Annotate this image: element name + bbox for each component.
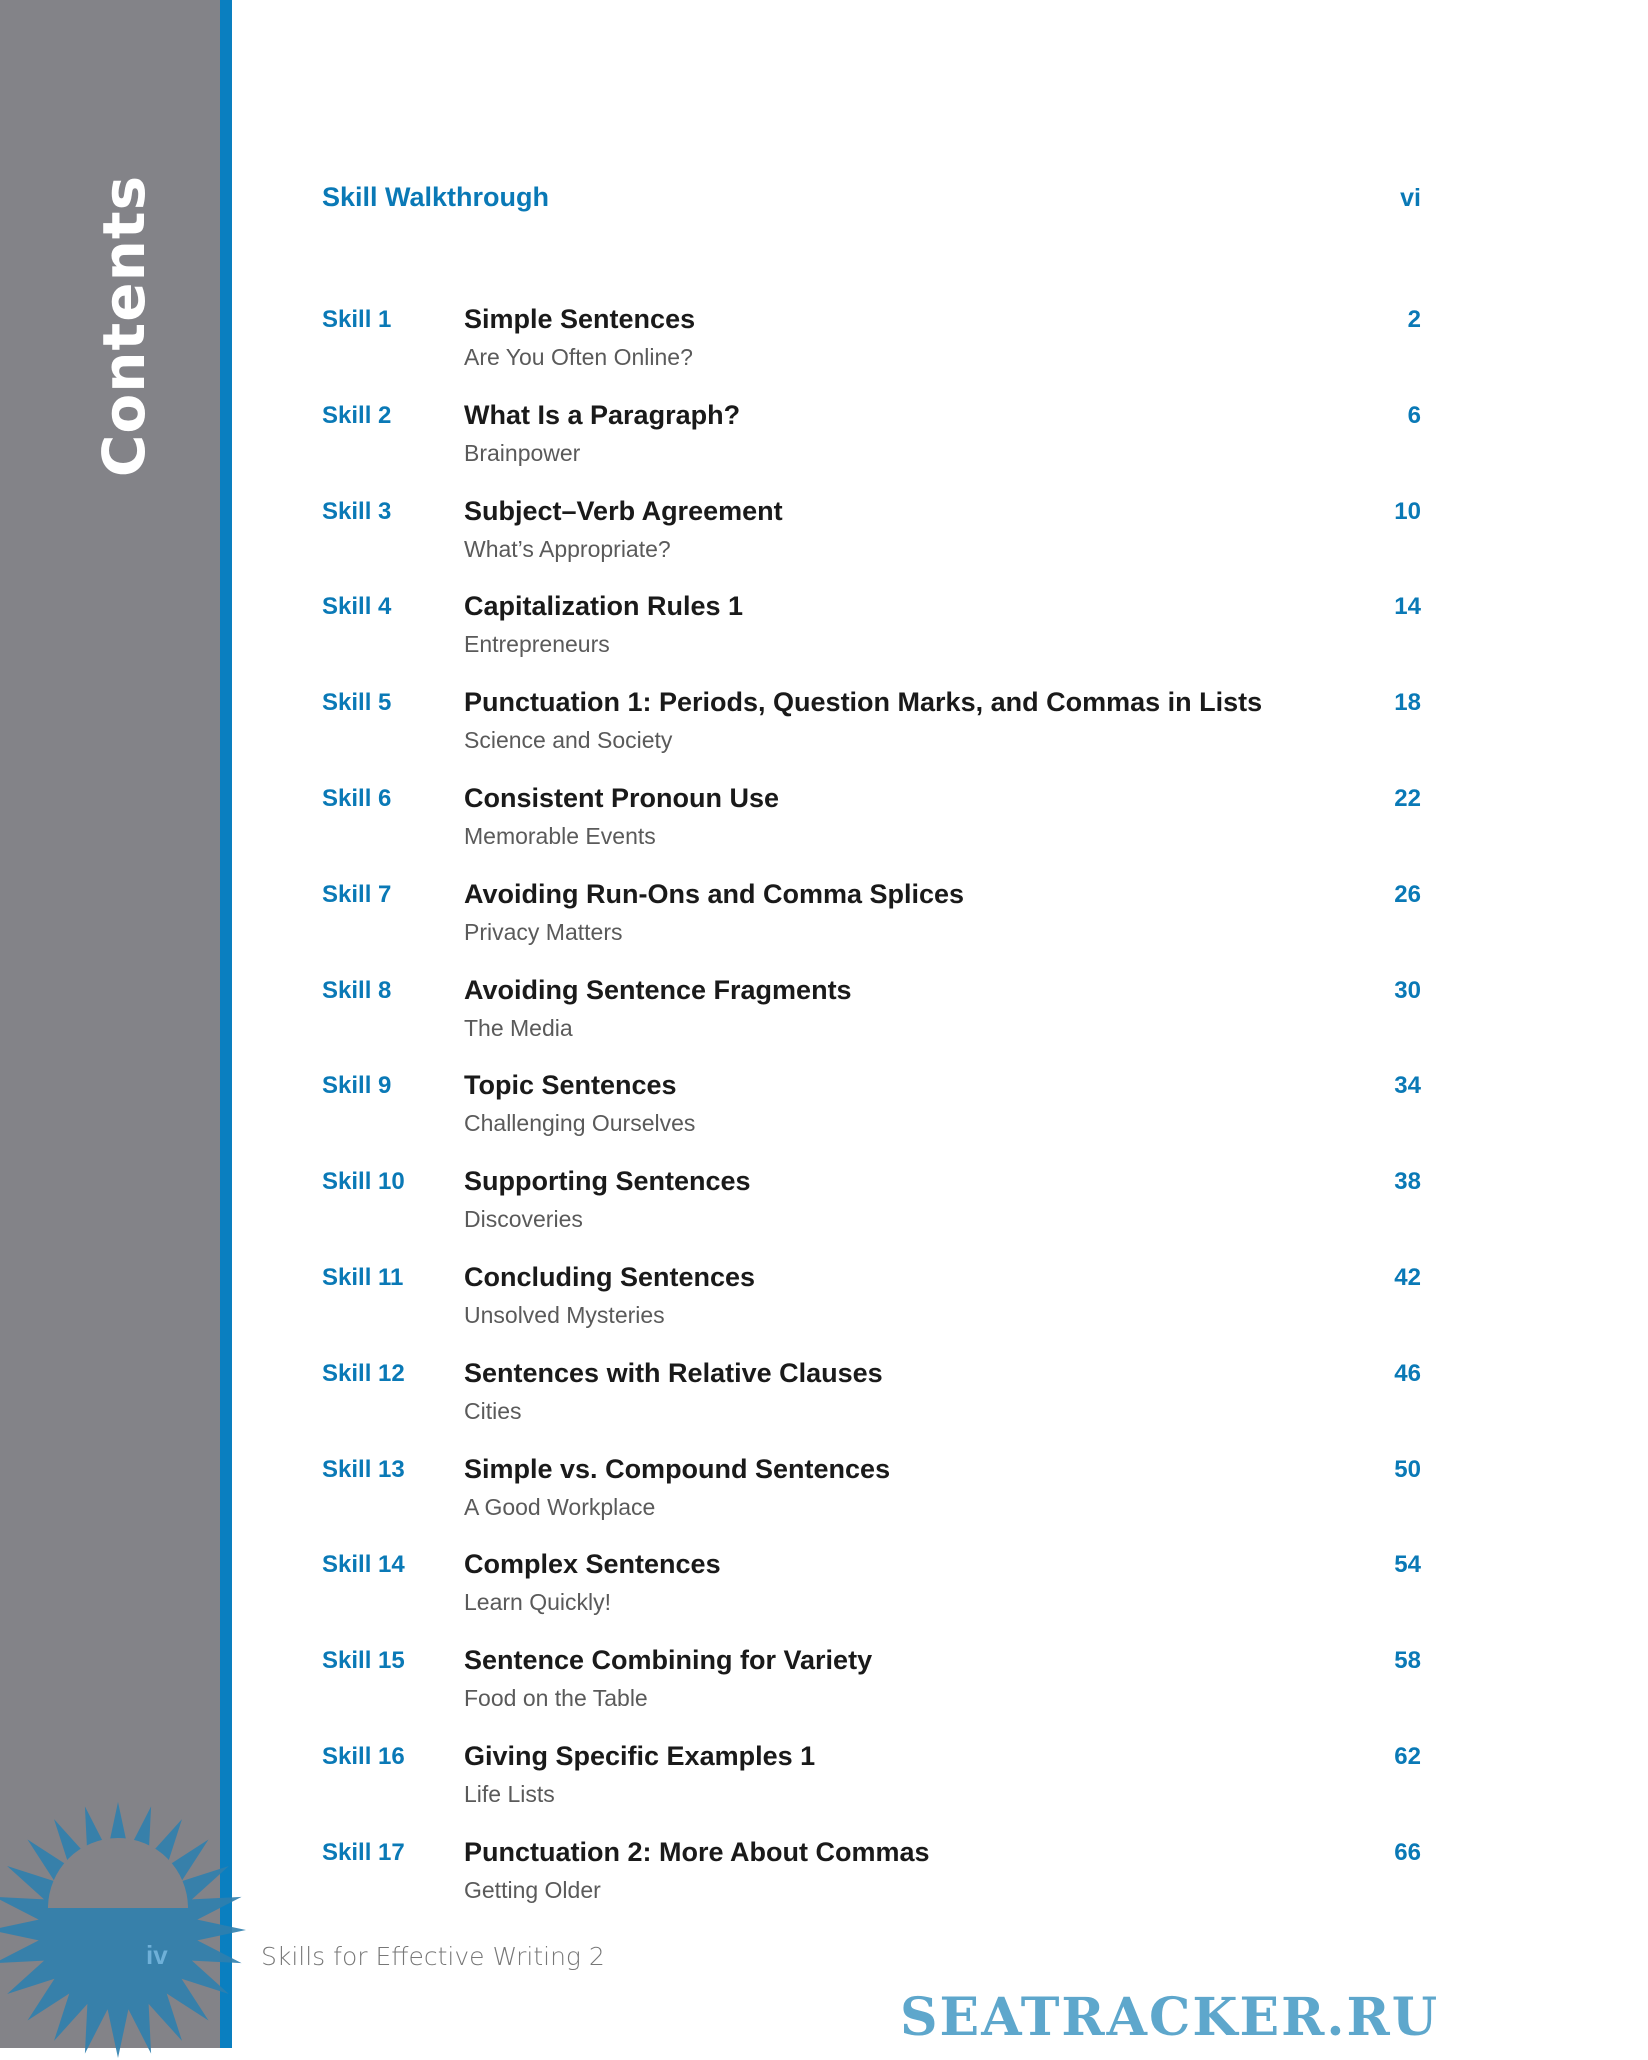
skill-subtitle: Challenging Ourselves: [464, 1110, 696, 1137]
skill-title[interactable]: Complex Sentences: [464, 1549, 721, 1580]
skill-title[interactable]: Simple Sentences: [464, 304, 696, 334]
skill-subtitle: Discoveries: [464, 1206, 583, 1233]
toc-row[interactable]: [0, 1072, 1648, 1162]
skill-label: Skill 5: [322, 689, 392, 717]
skill-page: 2: [1407, 306, 1421, 333]
footer-page-number: iv: [146, 1940, 168, 1970]
skill-page: 38: [1394, 1168, 1421, 1196]
skill-label: Skill 11: [322, 1264, 404, 1291]
skill-label: Skill 9: [322, 1072, 392, 1100]
skill-title[interactable]: Capitalization Rules 1: [464, 591, 744, 622]
skill-page: 18: [1394, 689, 1421, 717]
toc-row[interactable]: [0, 306, 1648, 396]
skill-page: 62: [1394, 1743, 1421, 1770]
skill-title[interactable]: Punctuation 1: Periods, Question Marks, and Commas in Lists: [464, 687, 1263, 718]
skill-title[interactable]: Avoiding Run-Ons and Comma Splices: [464, 878, 965, 909]
skill-title[interactable]: Simple vs. Compound Sentences: [464, 1453, 891, 1484]
toc-row[interactable]: [0, 495, 1648, 588]
skill-title[interactable]: Punctuation 2: More About Commas: [464, 1836, 930, 1867]
toc-row[interactable]: [0, 399, 1648, 492]
skill-subtitle: What’s Appropriate?: [464, 535, 671, 562]
skill-page: 14: [1394, 593, 1421, 621]
skill-label: Skill 12: [322, 1359, 405, 1387]
skill-subtitle: The Media: [464, 1014, 573, 1041]
walkthrough-page: vi: [1400, 184, 1421, 212]
toc-row[interactable]: [0, 1168, 1648, 1258]
skill-page: 22: [1394, 785, 1421, 812]
toc-row[interactable]: [0, 1357, 1648, 1450]
skill-label: Skill 17: [322, 1838, 405, 1866]
skill-subtitle: Unsolved Mysteries: [464, 1302, 665, 1328]
skill-subtitle: Science and Society: [464, 727, 673, 754]
skill-title[interactable]: Avoiding Sentence Fragments: [464, 974, 852, 1005]
skill-page: 6: [1407, 401, 1421, 429]
skill-page: 50: [1394, 1455, 1421, 1483]
toc-row[interactable]: [0, 593, 1648, 683]
toc-row[interactable]: [0, 1453, 1648, 1546]
skill-label: Skill 10: [322, 1168, 405, 1196]
toc-row[interactable]: [0, 1836, 1648, 1929]
toc-row[interactable]: [0, 785, 1648, 875]
skill-title[interactable]: Topic Sentences: [464, 1070, 677, 1101]
skill-page: 42: [1394, 1264, 1421, 1291]
skill-page: 66: [1394, 1838, 1421, 1866]
skill-title[interactable]: Giving Specific Examples 1: [464, 1741, 816, 1771]
toc-row[interactable]: [0, 1647, 1648, 1737]
toc-row[interactable]: [0, 1264, 1648, 1354]
toc-row[interactable]: [0, 1743, 1648, 1833]
walkthrough-link[interactable]: Skill Walkthrough: [322, 182, 550, 212]
skill-subtitle: Entrepreneurs: [464, 631, 610, 658]
skill-label: Skill 15: [322, 1647, 405, 1675]
skill-subtitle: Are You Often Online?: [464, 344, 693, 370]
skill-label: Skill 1: [322, 306, 392, 333]
skill-label: Skill 6: [322, 785, 392, 812]
skill-title[interactable]: Sentence Combining for Variety: [464, 1645, 873, 1676]
skill-title[interactable]: What Is a Paragraph?: [464, 399, 741, 430]
skill-title[interactable]: Consistent Pronoun Use: [464, 783, 780, 813]
skill-subtitle: Cities: [464, 1397, 522, 1424]
skill-subtitle: Memorable Events: [464, 823, 656, 849]
skill-subtitle: Life Lists: [464, 1781, 555, 1807]
skill-label: Skill 8: [322, 976, 392, 1004]
skill-page: 46: [1394, 1359, 1421, 1387]
toc-row[interactable]: [0, 1551, 1648, 1641]
skill-page: 58: [1394, 1647, 1421, 1675]
toc-row[interactable]: [0, 974, 1648, 1067]
toc-row[interactable]: [0, 878, 1648, 971]
skill-title[interactable]: Concluding Sentences: [464, 1262, 756, 1292]
watermark-text: SEATRACKER.RU: [900, 1987, 1440, 2048]
skill-label: Skill 7: [322, 880, 392, 908]
skill-subtitle: A Good Workplace: [464, 1493, 656, 1520]
skill-page: 30: [1394, 976, 1421, 1004]
skill-label: Skill 3: [322, 497, 392, 525]
skill-subtitle: Getting Older: [464, 1876, 601, 1903]
skill-subtitle: Food on the Table: [464, 1685, 648, 1712]
skill-title[interactable]: Supporting Sentences: [464, 1166, 751, 1197]
skill-label: Skill 2: [322, 401, 392, 429]
skill-page: 34: [1394, 1072, 1421, 1100]
skill-label: Skill 14: [322, 1551, 405, 1579]
skill-subtitle: Privacy Matters: [464, 918, 623, 945]
skill-title[interactable]: Sentences with Relative Clauses: [464, 1357, 883, 1388]
skill-subtitle: Learn Quickly!: [464, 1589, 612, 1616]
skill-page: 10: [1394, 497, 1421, 525]
skill-page: 54: [1394, 1551, 1421, 1579]
skill-label: Skill 16: [322, 1743, 405, 1770]
skill-label: Skill 13: [322, 1455, 405, 1483]
contents-heading: Contents: [90, 174, 158, 478]
skill-label: Skill 4: [322, 593, 392, 621]
skill-page: 26: [1394, 880, 1421, 908]
skill-title[interactable]: Subject–Verb Agreement: [464, 495, 783, 526]
toc-row[interactable]: [0, 689, 1648, 779]
footer-book-title: Skills for Effective Writing 2: [261, 1942, 605, 1971]
skill-subtitle: Brainpower: [464, 439, 581, 466]
